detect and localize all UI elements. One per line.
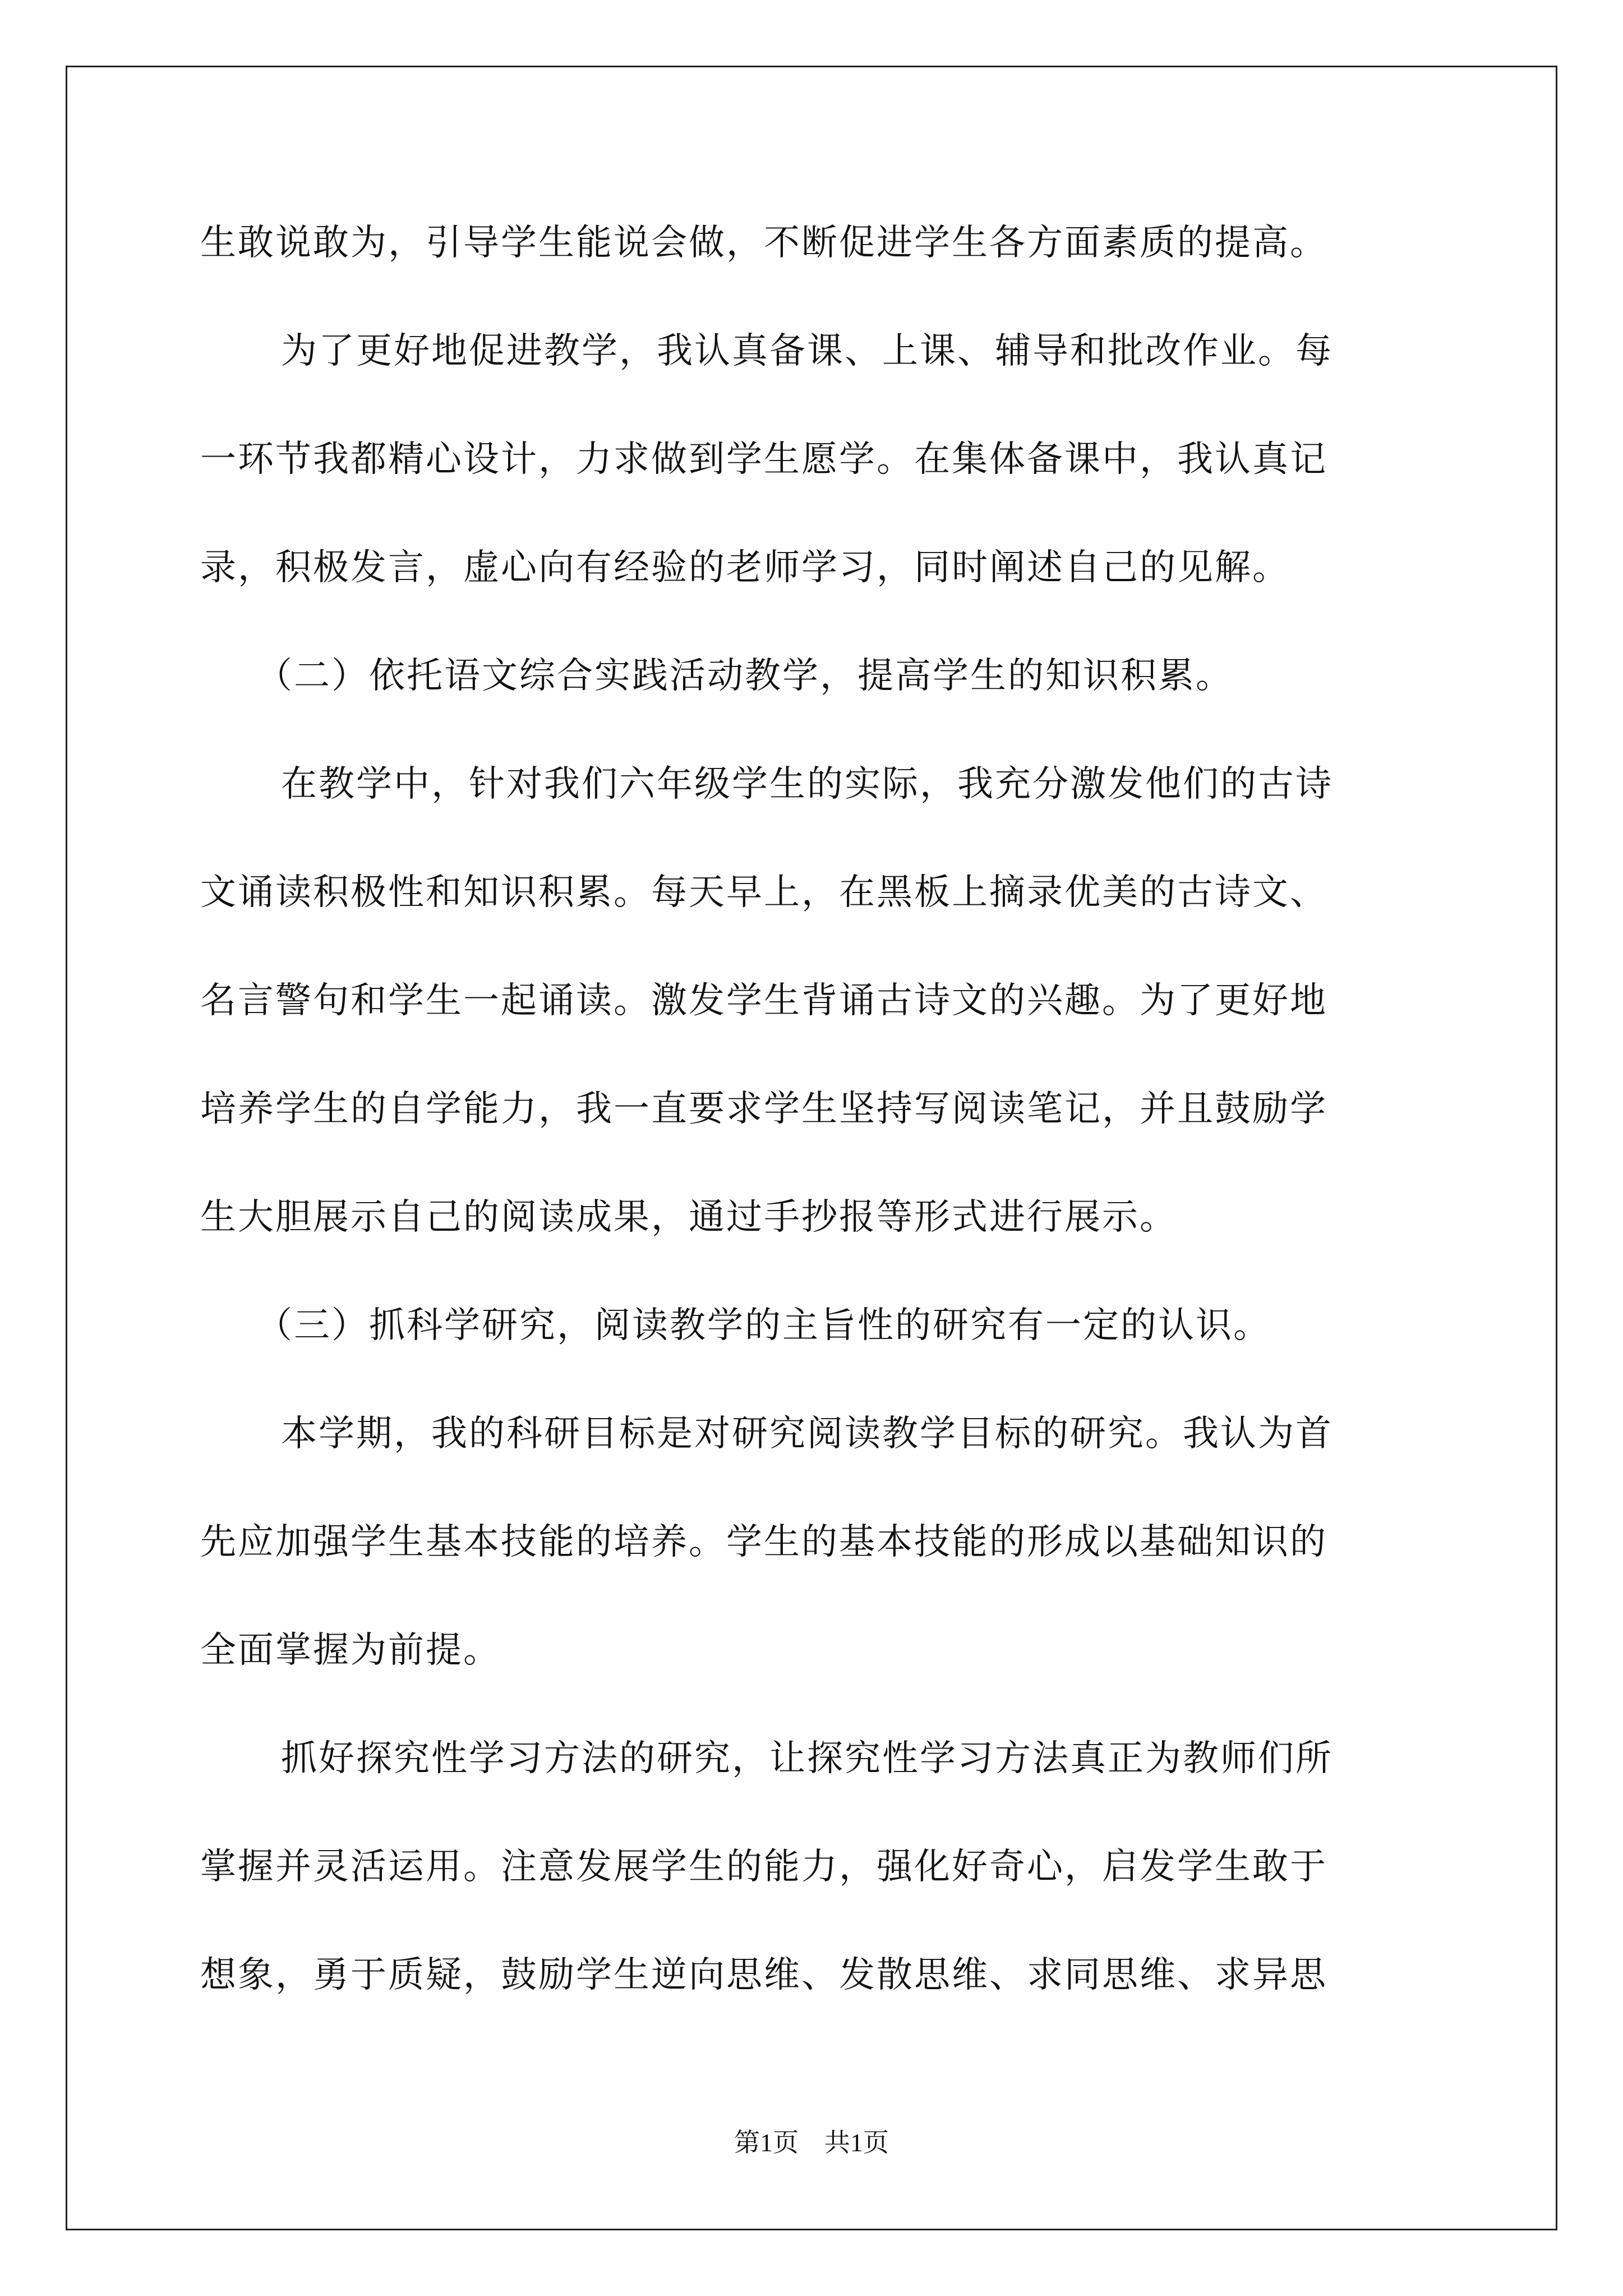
text-line: 在教学中，针对我们六年级学生的实际，我充分激发他们的古诗 xyxy=(281,763,1333,805)
document-body xyxy=(200,216,1430,2056)
text-line: 培养学生的自学能力，我一直要求学生坚持写阅读笔记，并且鼓励学 xyxy=(200,1088,1327,1130)
page-number-footer: 第1页 共1页 xyxy=(734,2128,889,2157)
section-heading: （二）依托语文综合实践活动教学，提高学生的知识积累。 xyxy=(256,655,1233,697)
text-line: 掌握并灵活运用。注意发展学生的能力，强化好奇心，启发学生敢于 xyxy=(200,1846,1327,1888)
text-line: 本学期，我的科研目标是对研究阅读教学目标的研究。我认为首 xyxy=(281,1413,1333,1455)
text-line: 全面掌握为前提。 xyxy=(200,1630,501,1671)
text-line: 一环节我都精心设计，力求做到学生愿学。在集体备课中，我认真记 xyxy=(200,439,1327,480)
text-line: 想象，勇于质疑，鼓励学生逆向思维、发散思维、求同思维、求异思 xyxy=(200,1954,1327,1996)
text-line: 生大胆展示自己的阅读成果，通过手抄报等形式进行展示。 xyxy=(200,1197,1177,1238)
text-line: 为了更好地促进教学，我认真备课、上课、辅导和批改作业。每 xyxy=(281,330,1333,372)
text-line: 录，积极发言，虚心向有经验的老师学习，同时阐述自己的见解。 xyxy=(200,547,1290,588)
text-line: 名言警句和学生一起诵读。激发学生背诵古诗文的兴趣。为了更好地 xyxy=(200,980,1327,1022)
section-heading: （三）抓科学研究，阅读教学的主旨性的研究有一定的认识。 xyxy=(256,1305,1271,1346)
text-line: 文诵读积极性和知识积累。每天早上，在黑板上摘录优美的古诗文、 xyxy=(200,872,1327,913)
text-line: 生敢说敢为，引导学生能说会做，不断促进学生各方面素质的提高。 xyxy=(200,222,1327,264)
text-line: 抓好探究性学习方法的研究，让探究性学习方法真正为教师们所 xyxy=(281,1738,1333,1779)
text-line: 先应加强学生基本技能的培养。学生的基本技能的形成以基础知识的 xyxy=(200,1521,1327,1563)
